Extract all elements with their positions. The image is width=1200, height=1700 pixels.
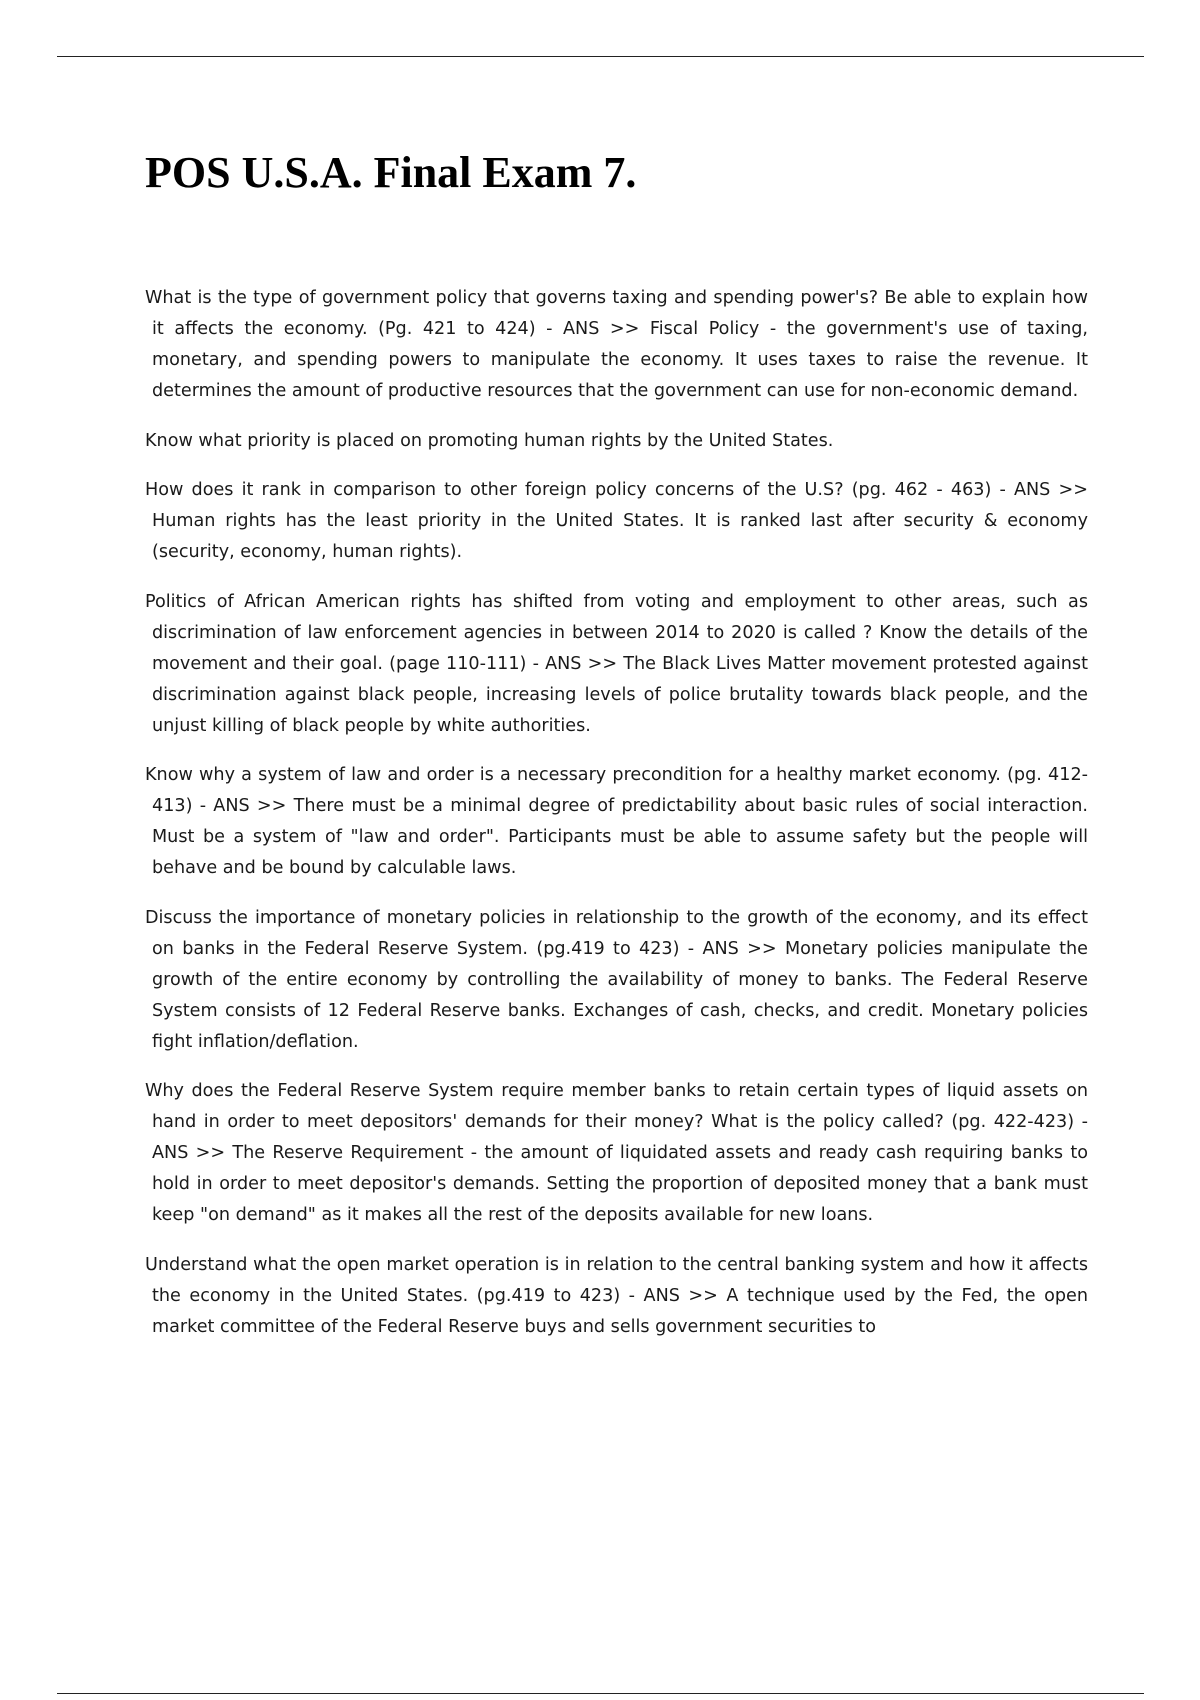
qa-entry: Know what priority is placed on promoting human rights by the United States.: [145, 430, 834, 451]
qa-entry: Discuss the importance of monetary policies in relationship to the growth of the economy, and its effect on banks in the Federal Reserve System. (pg.419 to 423) - ANS >> Monetary policies manipulate the growth of the entire economy by controlling the availability of money to banks. The Federal Reserve System consists of 12 Federal Reserve banks. Exchanges of cash, checks, and credit. Monetary policies fight inflation/deflation.: [145, 907, 1088, 1052]
qa-entry: How does it rank in comparison to other foreign policy concerns of the U.S? (pg. 462 - 463) - ANS >> Human rights has the least priority in the United States. It is ranked last after security & economy (security, economy, human rights).: [145, 480, 1088, 562]
footer-rule: [57, 1693, 1144, 1694]
qa-entry: Why does the Federal Reserve System require member banks to retain certain types of liquid assets on hand in order to meet depositors' demands for their money? What is the policy called? (pg. 422-423) - ANS >> The Reserve Requirement - the amount of liquidated assets and ready cash requiring banks to hold in order to meet depositor's demands. Setting the proportion of deposited money that a bank must keep "on demand" as it makes all the rest of the deposits available for new loans.: [145, 1081, 1088, 1225]
qa-entry: Understand what the open market operation is in relation to the central banking system and how it affects the economy in the United States. (pg.419 to 423) - ANS >> A technique used by the Fed, the open market committee of the Federal Reserve buys and sells government securities to: [145, 1254, 1088, 1337]
qa-entry: What is the type of government policy that governs taxing and spending power's? Be able to explain how it affects the economy. (Pg. 421 to 424) - ANS >> Fiscal Policy - the government's use of taxing, monetary, and spending powers to manipulate the economy. It uses taxes to raise the revenue. It determines the amount of productive resources that the government can use for non-economic demand.: [145, 288, 1088, 401]
document-body: [145, 283, 1088, 1361]
qa-entry: Know why a system of law and order is a necessary precondition for a healthy market economy. (pg. 412-413) - ANS >> There must be a minimal degree of predictability about basic rules of social interaction. Must be a system of "law and order". Participants must be able to assume safety but the people will behave and be bound by calculable laws.: [145, 765, 1088, 878]
qa-entry: Politics of African American rights has shifted from voting and employment to other areas, such as discrimination of law enforcement agencies in between 2014 to 2020 is called ? Know the details of the movement and their goal. (page 110-111) - ANS >> The Black Lives Matter movement protested against discrimination against black people, increasing levels of police brutality towards black people, and the unjust killing of black people by white authorities.: [145, 591, 1088, 736]
page-title: POS U.S.A. Final Exam 7.: [145, 148, 637, 197]
header-rule: [57, 56, 1144, 57]
